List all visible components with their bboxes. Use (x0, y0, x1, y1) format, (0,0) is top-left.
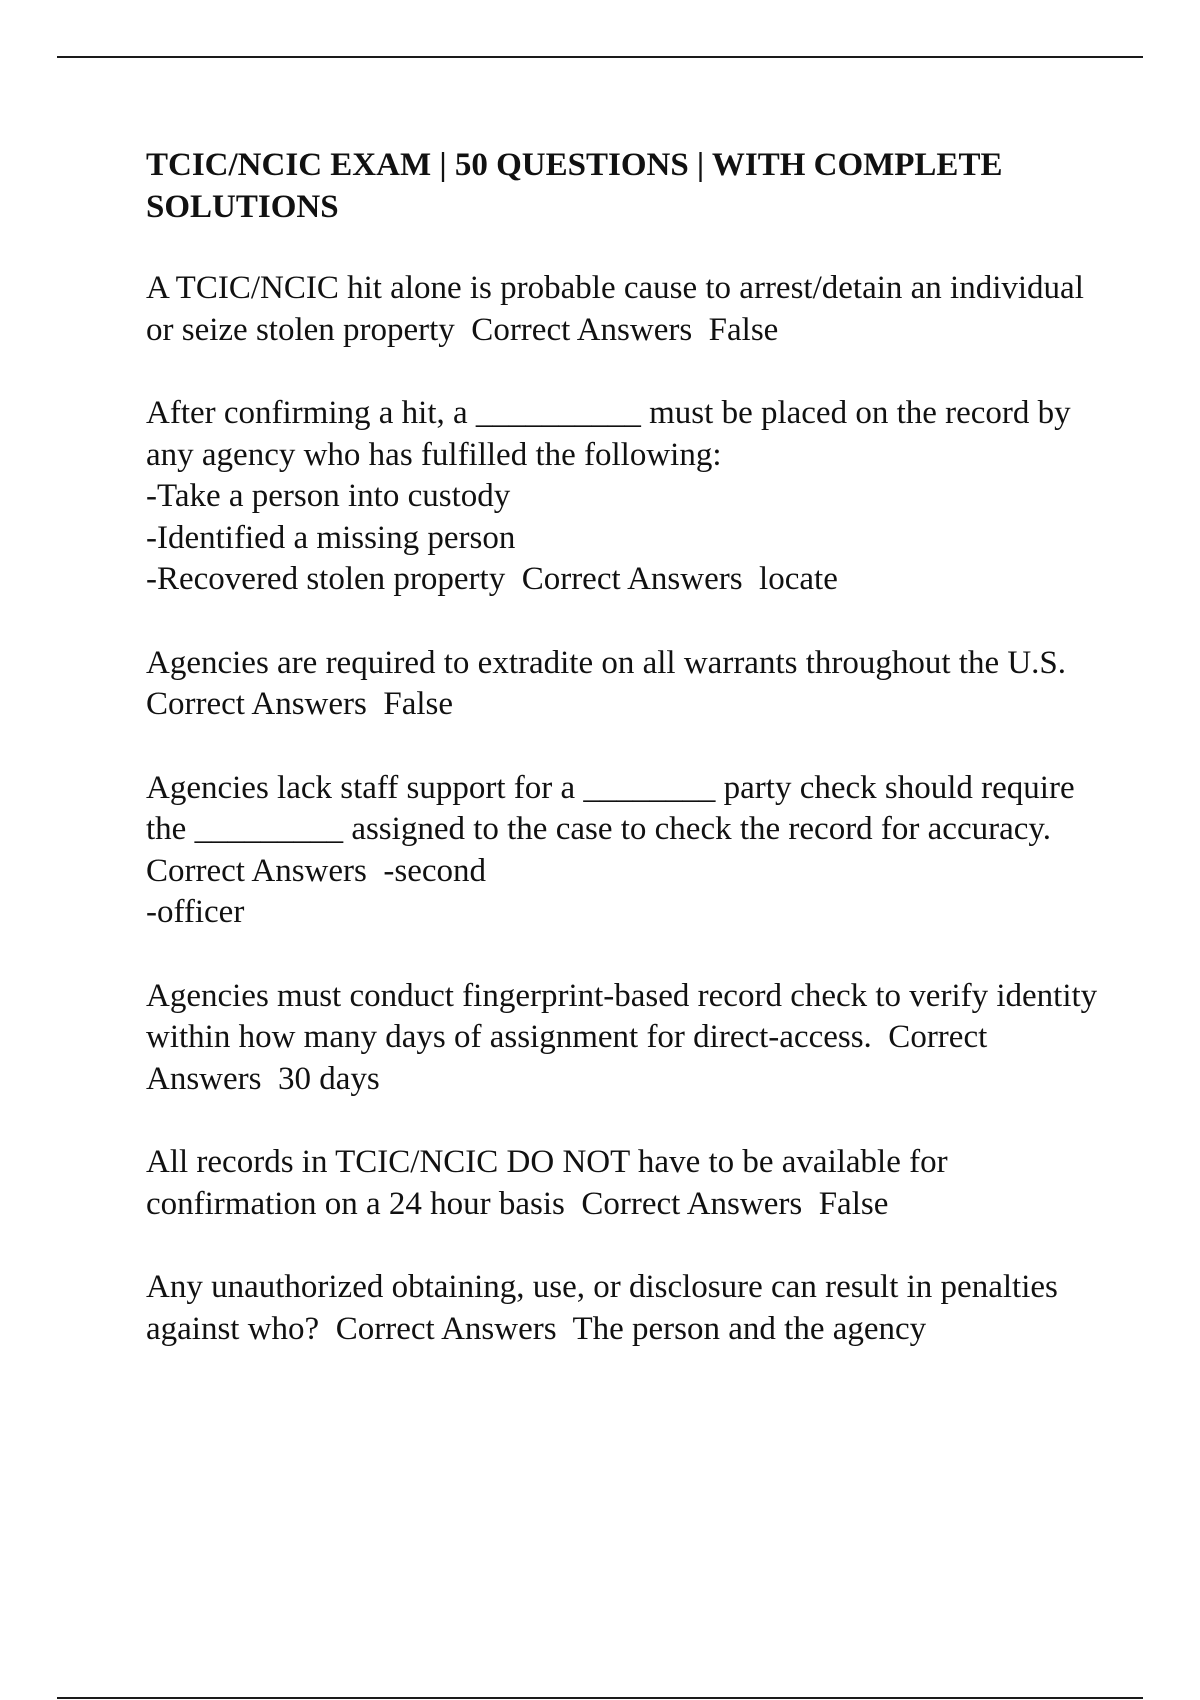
top-divider (57, 56, 1143, 58)
document-title: TCIC/NCIC EXAM | 50 QUESTIONS | WITH COMPLETE SOLUTIONS (146, 147, 1003, 225)
bottom-divider (57, 1697, 1143, 1699)
question-item: Agencies must conduct fingerprint-based record check to verify identity within how many days of assignment for direct-access. Correct Answers 30 days (146, 977, 1106, 1097)
question-item: A TCIC/NCIC hit alone is probable cause to arrest/detain an individual or seize stolen property Correct Answers False (146, 270, 1093, 348)
question-item: Any unauthorized obtaining, use, or disclosure can result in penalties against who? Correct Answers The person and the agency (146, 1269, 1067, 1347)
document-body (146, 144, 1106, 1392)
question-item: All records in TCIC/NCIC DO NOT have to be available for confirmation on a 24 hour basis Correct Answers False (146, 1144, 956, 1222)
question-item: After confirming a hit, a __________ must be placed on the record by any agency who has fulfilled the following: -Take a person into custody -Identified a missing person -Recovered stolen property Correct Answers locate (146, 395, 1071, 597)
question-item: Agencies lack staff support for a ________ party check should require the _________ assigned to the case to check the record for accuracy. Correct Answers -second -officer (146, 769, 1075, 930)
question-item: Agencies are required to extradite on all warrants throughout the U.S. Correct Answers False (146, 644, 1083, 722)
